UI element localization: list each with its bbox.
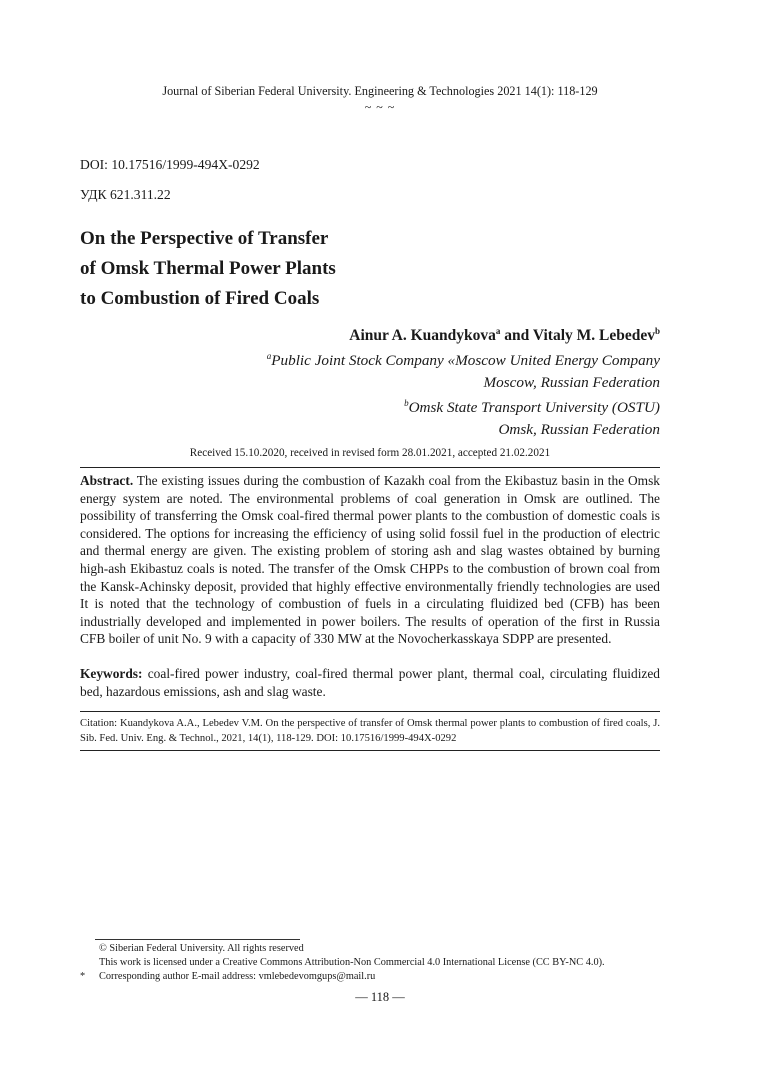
authors-line [349, 326, 660, 345]
page-number: — 118 — [355, 990, 405, 1004]
affiliation-a-line2: Moscow, Russian Federation [483, 373, 660, 391]
affiliation-a-line1: $^a$Public Joint Stock Company «Moscow United Energy Company [266, 351, 660, 370]
footnote-rule [95, 939, 300, 940]
title-line-2: of Omsk Thermal Power Plants [80, 258, 336, 279]
header-ornament: ~ ~ ~ [364, 100, 396, 114]
author-1: Ainur A. Kuandykova [349, 327, 496, 345]
title-line-1: On the Perspective of Transfer [80, 228, 329, 249]
title-line-3: to Combustion of Fired Coals [80, 288, 320, 309]
citation-bottom-rule [80, 750, 660, 751]
affiliations [100, 346, 660, 440]
paper-title [80, 224, 336, 314]
authors-conj: and [500, 327, 533, 345]
keywords-text: coal-fired power industry, coal-fired thermal power plant, thermal coal, circulating fluidized bed, hazardous emissions, ash and slag waste. [80, 666, 660, 699]
author-2-sup: b [654, 326, 660, 336]
abstract-text: The existing issues during the combustion of Kazakh coal from the Ekibastuz basin in the Omsk energy system are noted. The environmental problems of coal generation in Omsk are outlined. The possibility of transferring the Omsk coal-fired thermal power plants to the combustion of domestic coals is considered. The options for increasing the efficiency of using solid fossil fuel in the production of electric and thermal energy are given. The existing problem of storing ash and slag wastes obtained by burning high-ash Ekibastuz coals is noted. The transfer of the Omsk CHPPs to the combustion of brown coal from the Kansk-Achinsky deposit, provided that highly effective environmentally friendly technologies are used It is noted that the technology of combustion of fuels in a circulating fluidized bed (CFB) has been industrially developed and implemented in power boilers. The results of operation of the first in Russia CFB boiler of unit No. 9 with a capacity of 330 MW at the Novocherkasskaya SDPP are presented. [80, 473, 660, 647]
footnote-star: * [80, 971, 86, 982]
citation-top-rule [80, 711, 660, 712]
author-1-sup: a [495, 326, 501, 336]
doi-line: DOI: 10.17516/1999-494X-0292 [80, 157, 260, 172]
footnote-corresponding: Corresponding author E-mail address: vmlebedevomgups@mail.ru [99, 971, 376, 982]
abstract-top-rule [80, 467, 660, 468]
affiliation-b-line2: Omsk, Russian Federation [498, 420, 660, 438]
journal-header: Journal of Siberian Federal University. Engineering & Technologies 2021 14(1): 118-129 [162, 84, 598, 98]
keywords [80, 665, 660, 700]
abstract-label: Abstract. [80, 473, 134, 488]
author-2: Vitaly M. Lebedev [532, 327, 655, 345]
footnote-copyright: © Siberian Federal University. All rights reserved [99, 943, 304, 954]
received-dates: Received 15.10.2020, received in revised form 28.01.2021, accepted 21.02.2021 [189, 447, 551, 459]
udk-line: УДК 621.311.22 [80, 187, 171, 202]
affiliation-b-line1: $^b$Omsk State Transport University (OSTU) [404, 398, 660, 417]
keywords-label: Keywords: [80, 666, 143, 681]
footnote-license: This work is licensed under a Creative Commons Attribution-Non Commercial 4.0 International License (CC BY-NC 4.0). [99, 957, 605, 968]
citation: Citation: Kuandykova A.A., Lebedev V.M. On the perspective of transfer of Omsk thermal power plants to combustion of fired coals, J. Sib. Fed. Univ. Eng. & Technol., 2021, 14(1), 118-129. DOI: 10.17516/1999-494X-0292 [80, 718, 660, 744]
abstract [80, 472, 660, 648]
